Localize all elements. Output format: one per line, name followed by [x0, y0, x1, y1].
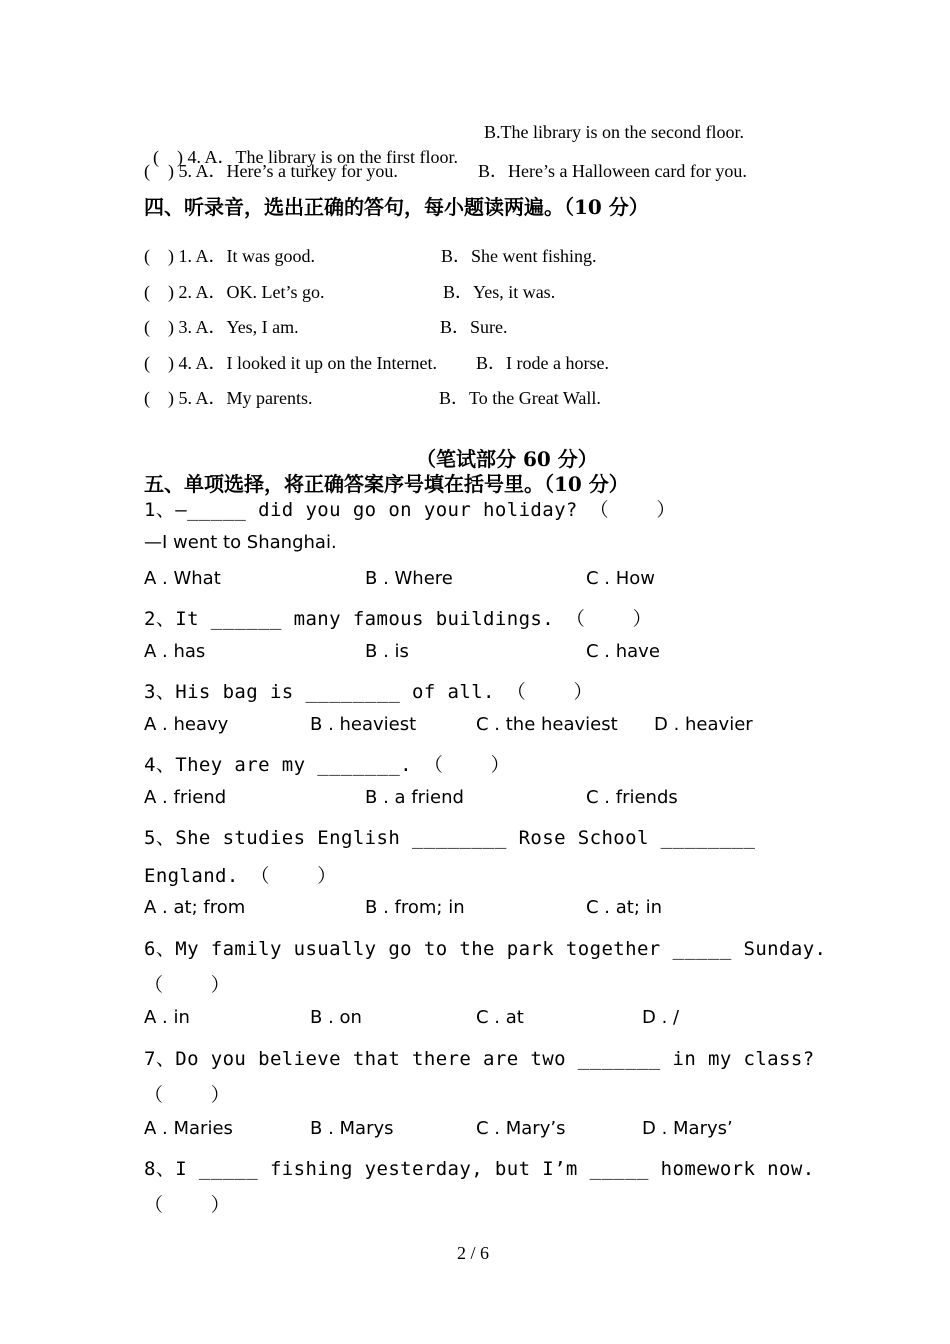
q5-option-a: A . at; from: [144, 897, 246, 918]
q1-stem: 1、—_____ did you go on your holiday? （ ）: [144, 499, 676, 521]
q1-option-c: C . How: [586, 568, 656, 589]
q3-option-d: D . heavier: [654, 714, 753, 735]
q3-option-a: A . heavy: [144, 714, 229, 735]
listening-item-5-b: B．Here’s a Halloween card for you.: [478, 161, 747, 181]
s4-item-2-b: B．Yes, it was.: [443, 282, 556, 302]
q4-option-a: A . friend: [144, 787, 227, 808]
q7-bracket: （ ）: [144, 1084, 231, 1106]
s4-item-4-b: B．I rode a horse.: [476, 353, 609, 373]
s4-item-1-b: B．She went fishing.: [441, 246, 597, 266]
s4-item-3-b: B．Sure.: [440, 317, 508, 337]
q6-option-b: B . on: [310, 1007, 362, 1028]
s4-item-2-a: ( ) 2. A．OK. Let’s go.: [144, 282, 325, 302]
q4-option-b: B . a friend: [365, 787, 464, 808]
q4-stem: 4、They are my _______. （ ）: [144, 754, 511, 776]
q5-option-c: C . at; in: [586, 897, 663, 918]
q5-stem-cont: England. （ ）: [144, 865, 337, 887]
q6-stem: 6、My family usually go to the park together _____ Sunday.: [144, 938, 827, 960]
q6-option-c: C . at: [476, 1007, 524, 1028]
q7-option-d: D . Marys’: [642, 1118, 733, 1139]
q6-option-a: A . in: [144, 1007, 190, 1028]
q7-stem: 7、Do you believe that there are two _______ in my class?: [144, 1048, 815, 1070]
q3-stem: 3、His bag is ________ of all. （ ）: [144, 681, 593, 703]
q1-option-a: A . What: [144, 568, 221, 589]
q4-option-c: C . friends: [586, 787, 678, 808]
s4-item-5-b: B．To the Great Wall.: [439, 388, 601, 408]
item-a: ( ) 4. A．The library is on the first floor.: [153, 147, 458, 167]
q2-option-b: B . is: [365, 641, 409, 662]
q3-option-c: C . the heaviest: [476, 714, 618, 735]
page-number: 2 / 6: [457, 1243, 490, 1263]
section-5-heading: 五、单项选择，将正确答案序号填在括号里。（10 分）: [144, 472, 629, 496]
q5-option-b: B . from; in: [365, 897, 465, 918]
written-part-title: （笔试部分 60 分）: [416, 447, 598, 471]
q1-answer-line: —I went to Shanghai.: [144, 532, 337, 553]
s4-item-5-a: ( ) 5. A．My parents.: [144, 388, 313, 408]
q7-option-c: C . Mary’s: [476, 1118, 566, 1139]
s4-item-1-a: ( ) 1. A．It was good.: [144, 246, 315, 266]
q2-option-a: A . has: [144, 641, 206, 662]
q2-option-c: C . have: [586, 641, 660, 662]
q1-option-b: B . Where: [365, 568, 453, 589]
listening-item-4-b: B.The library is on the second floor.: [484, 122, 744, 142]
s4-item-4-a: ( ) 4. A．I looked it up on the Internet.: [144, 353, 437, 373]
q8-stem: 8、I _____ fishing yesterday, but I’m _____ homework now.: [144, 1158, 815, 1180]
q6-bracket: （ ）: [144, 974, 231, 996]
q7-option-a: A . Maries: [144, 1118, 233, 1139]
q5-stem: 5、She studies English ________ Rose School ________: [144, 827, 756, 849]
q3-option-b: B . heaviest: [310, 714, 417, 735]
section-4-heading: 四、听录音，选出正确的答句，每小题读两遍。（10 分）: [144, 195, 649, 219]
q2-stem: 2、It ______ many famous buildings. （ ）: [144, 608, 653, 630]
q7-option-b: B . Marys: [310, 1118, 394, 1139]
q8-bracket: （ ）: [144, 1194, 231, 1216]
listening-item-5: ( ) 5. A．Here’s a turkey for you.: [144, 161, 398, 181]
s4-item-3-a: ( ) 3. A．Yes, I am.: [144, 317, 299, 337]
q6-option-d: D . /: [642, 1007, 680, 1028]
